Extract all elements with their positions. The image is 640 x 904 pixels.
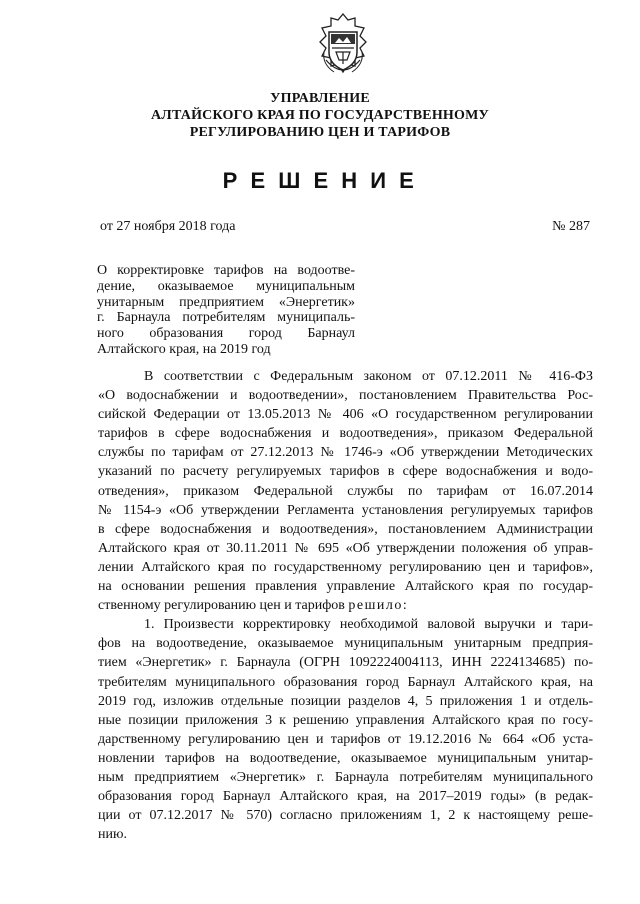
body-line: тарифов в сфере водоснабжения и водоотведения», приказом Федеральной bbox=[98, 426, 593, 442]
resolved-word: решило bbox=[348, 598, 403, 614]
body-line-colon: : bbox=[402, 598, 407, 614]
subject-line: г. Барнаула потребителям муниципаль- bbox=[97, 310, 355, 326]
body-line: службы по тарифам от 27.12.2013 № 1746-э «Об утверждении Методических bbox=[98, 445, 593, 461]
body-line: на основании решения правления управление Алтайского края по государ- bbox=[98, 579, 593, 595]
body-line: отведения», приказом Федеральной службы по тарифам от 16.07.2014 bbox=[98, 483, 593, 499]
body-line: нию. bbox=[98, 827, 127, 843]
body-line: новлении тарифов на водоотведение, оказываемое муниципальным унитар- bbox=[98, 750, 593, 766]
subject-line: унитарным предприятием «Энергетик» bbox=[97, 294, 355, 310]
document-subject bbox=[97, 263, 355, 358]
subject-line: дение, оказываемое муниципальным bbox=[97, 278, 355, 294]
body-line: 2019 год, изложив отдельные позиции разделов 4, 5 приложения 1 и отдель- bbox=[98, 693, 593, 709]
body-line: Алтайского края от 30.11.2011 № 695 «Об утверждении положения об управ- bbox=[98, 540, 593, 556]
body-line: дарственному регулированию цен и тарифов от 19.12.2016 № 664 «Об уста- bbox=[98, 731, 593, 747]
subject-line: Алтайского края, на 2019 год bbox=[97, 341, 271, 357]
document-number: № 287 bbox=[552, 219, 590, 234]
body-line: ные позиции приложения 3 к решению управления Алтайского края по госу- bbox=[98, 712, 593, 728]
subject-line: ного образования город Барнаул bbox=[97, 326, 355, 342]
body-line: в сфере водоснабжения и водоотведения», постановлением Администрации bbox=[98, 521, 593, 537]
document-body bbox=[98, 367, 593, 844]
org-name-line-2: АЛТАЙСКОГО КРАЯ ПО ГОСУДАРСТВЕННОМУ bbox=[151, 108, 489, 123]
body-line: указаний по расчету регулируемых тарифов в сфере водоснабжения и водо- bbox=[98, 464, 593, 480]
body-line: требителям муниципального образования город Барнаул Алтайского края, на bbox=[98, 674, 593, 690]
coat-of-arms-icon bbox=[314, 12, 372, 80]
org-name-line-1: УПРАВЛЕНИЕ bbox=[270, 91, 370, 106]
document-title: Р Е Ш Е Н И Е bbox=[222, 168, 418, 193]
body-line: 1. Произвести корректировку необходимой валовой выручки и тари- bbox=[144, 617, 593, 633]
body-line: «О водоснабжении и водоотведении», постановлением Правительства Рос- bbox=[98, 388, 593, 404]
body-line-text: ственному регулированию цен и тарифов bbox=[98, 598, 349, 614]
body-line: фов на водоотведение, оказываемое муниципальным унитарным предприя- bbox=[98, 636, 593, 652]
body-line: тием «Энергетик» г. Барнаула (ОГРН 1092224004113, ИНН 2224134685) по- bbox=[98, 655, 593, 671]
body-line: лении Алтайского края по государственному регулированию цен и тарифов», bbox=[98, 559, 593, 575]
body-line: образования город Барнаул Алтайского края, на 2017–2019 годы» (в редак- bbox=[98, 789, 593, 805]
body-line: ным предприятием «Энергетик» г. Барнаула потребителям муниципального bbox=[98, 769, 593, 785]
body-line: № 1154-э «Об утверждении Регламента установления регулируемых тарифов bbox=[98, 502, 593, 518]
subject-line: О корректировке тарифов на водоотве- bbox=[97, 263, 355, 278]
body-line: В соответствии с Федеральным законом от 07.12.2011 № 416-ФЗ bbox=[144, 369, 593, 384]
body-line: ции от 07.12.2017 № 570) согласно приложениям 1, 2 к настоящему реше- bbox=[98, 808, 593, 824]
body-line: сийской Федерации от 13.05.2013 № 406 «О государственном регулировании bbox=[98, 407, 593, 423]
body-line bbox=[98, 596, 593, 615]
document-date: от 27 ноября 2018 года bbox=[100, 219, 236, 234]
org-name-line-3: РЕГУЛИРОВАНИЮ ЦЕН И ТАРИФОВ bbox=[189, 125, 451, 140]
